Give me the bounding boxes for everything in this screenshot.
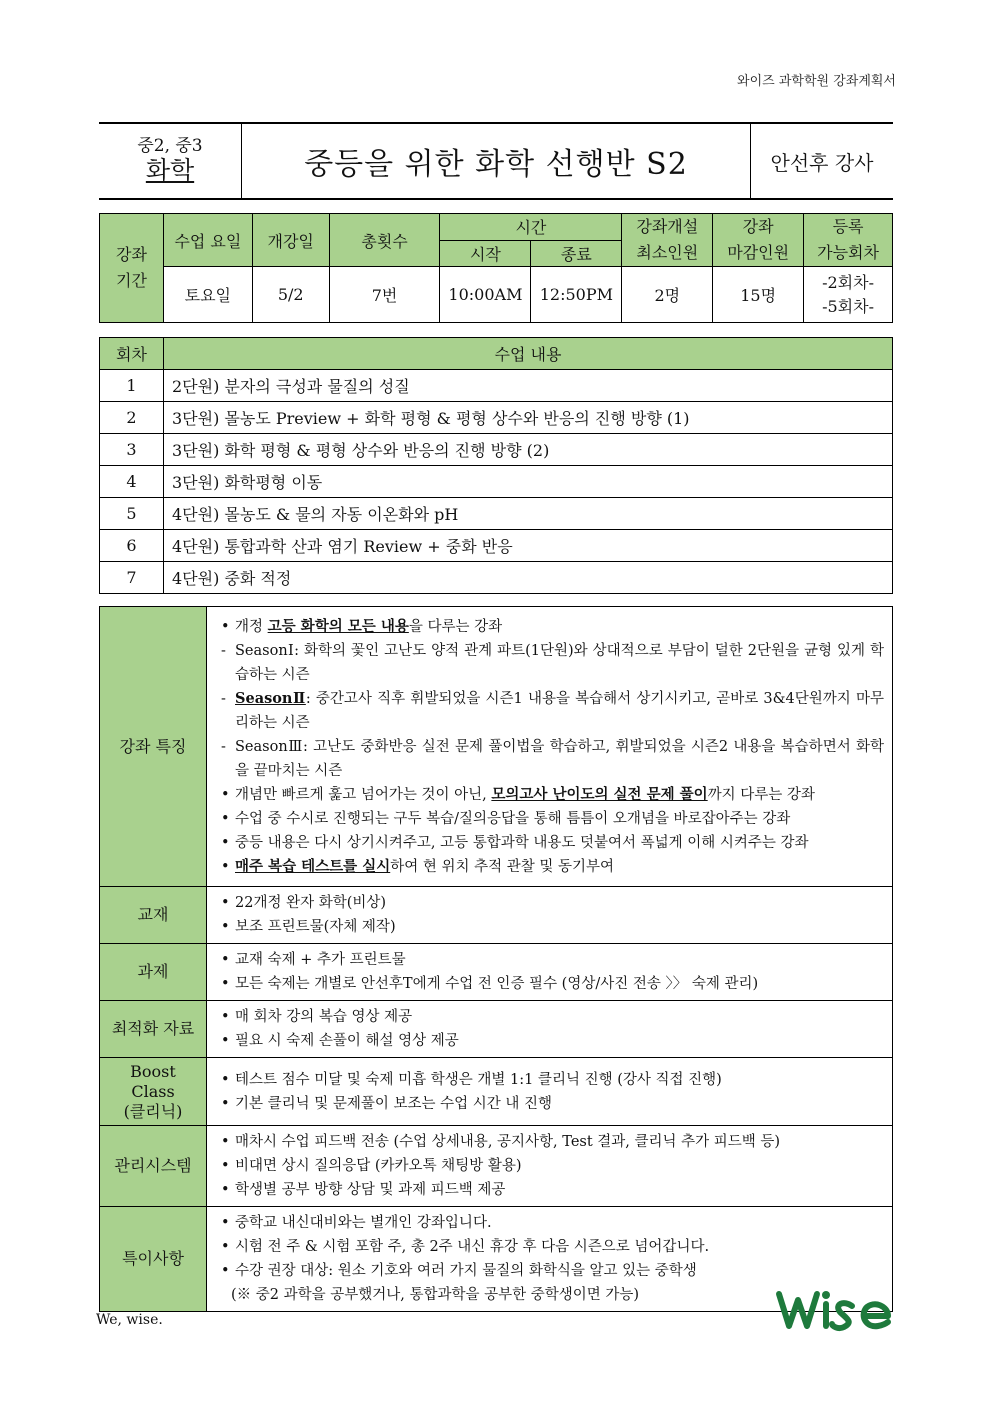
sessions-table <box>99 337 893 594</box>
val-time-start: 10:00AM <box>440 267 531 323</box>
sessions-header-no: 회차 <box>100 338 164 370</box>
teacher-name: 안선후 강사 <box>751 123 894 199</box>
col-time-end: 종료 <box>531 240 622 267</box>
title-block <box>99 122 893 200</box>
material-label: 최적화 자료 <box>100 1001 207 1058</box>
textbook-body: • 22개정 완자 화학(비상) • 보조 프린트물(자체 제작) <box>207 887 893 944</box>
features-label: 강좌 특징 <box>100 607 207 887</box>
table-row: 6 4단원) 통합과학 산과 염기 Review + 중화 반응 <box>100 530 893 562</box>
grade-subject-cell <box>99 123 242 199</box>
wise-logo-icon <box>774 1288 894 1332</box>
sessions-header-content: 수업 내용 <box>164 338 893 370</box>
subject-label: 화학 <box>145 156 195 185</box>
homework-body: • 교재 숙제 + 추가 프린트물 • 모든 숙제는 개별로 안선후T에게 수업 전 인증 필수 (영상/사진 전송 〉〉 숙제 관리) <box>207 944 893 1001</box>
val-max: 15명 <box>713 267 804 323</box>
table-row: 2 3단원) 몰농도 Preview + 화학 평형 & 평형 상수와 반응의 진행 방향 (1) <box>100 402 893 434</box>
table-row: 7 4단원) 중화 적정 <box>100 562 893 594</box>
homework-label: 과제 <box>100 944 207 1001</box>
col-reg: 등록 가능회차 <box>804 214 893 267</box>
info-table <box>99 606 893 1312</box>
schedule-table <box>99 213 893 323</box>
col-start-date: 개강일 <box>252 214 329 267</box>
management-body: • 매차시 수업 피드백 전송 (수업 상세내용, 공지사항, Test 결과, 클리닉 추가 피드백 등) • 비대면 상시 질의응답 (카카오톡 채팅방 활용) • 학생별 공부 방향 상담 및 과제 피드백 제공 <box>207 1126 893 1207</box>
col-total: 총횟수 <box>329 214 440 267</box>
val-reg: -2회차- -5회차- <box>804 267 893 323</box>
val-day: 토요일 <box>163 267 252 323</box>
table-row: 4 3단원) 화학평형 이동 <box>100 466 893 498</box>
val-min: 2명 <box>622 267 713 323</box>
table-row: 5 4단원) 몰농도 & 물의 자동 이온화와 pH <box>100 498 893 530</box>
period-label: 강좌 기간 <box>100 214 164 323</box>
val-time-end: 12:50PM <box>531 267 622 323</box>
table-row: 1 2단원) 분자의 극성과 물질의 성질 <box>100 370 893 402</box>
col-time-start: 시작 <box>440 240 531 267</box>
val-start-date: 5/2 <box>252 267 329 323</box>
wise-logo <box>774 1288 894 1336</box>
col-max: 강좌 마감인원 <box>713 214 804 267</box>
boost-label: Boost Class (클리닉) <box>100 1058 207 1126</box>
features-body: • 개정 고등 화학의 모든 내용을 다루는 강좌 - SeasonⅠ: 화학의 꽃인 고난도 양적 관계 파트(1단원)와 상대적으로 부담이 덜한 2단원을 균형 있게 학습하는 시즌 - SeasonⅡ: 중간고사 직후 휘발되었을 시즌1 내용을 복습해서 상기시키고, 곧바로 3&4단원까지 마무리하는 시즌 - SeasonⅢ: 고난도 중화반응 실전 문제 풀이법을 학습하고, 휘발되었을 시즌2 내용을 복습하면서 화학을 끝마치는 시즌 • 개념만 빠르게 훑고 넘어가는 것이 아닌, 모의고사 난이도의 실전 문제 풀이까지 다루는 강좌 • 수업 중 수시로 진행되는 구두 복습/질의응답을 통해 틈틈이 오개념을 바로잡아주는 강좌 • 중등 내용은 다시 상기시켜주고, 고등 통합과학 내용도 덧붙여서 폭넓게 이해 시켜주는 강좌 • 매주 복습 테스트를 실시하여 현 위치 추적 관찰 및 동기부여 <box>207 607 893 887</box>
table-row: 3 3단원) 화학 평형 & 평형 상수와 반응의 진행 방향 (2) <box>100 434 893 466</box>
notes-body: • 중학교 내신대비와는 별개인 강좌입니다. • 시험 전 주 & 시험 포함 주, 총 2주 내신 휴강 후 다음 시즌으로 넘어갑니다. • 수강 권장 대상: 원소 기호와 여러 가지 물질의 화학식을 알고 있는 중학생 (※ 중2 과학을 공부했거나, 통합과학을 공부한 중학생이면 가능) <box>207 1207 893 1312</box>
boost-body: • 테스트 점수 미달 및 숙제 미흡 학생은 개별 1:1 클리닉 진행 (강사 직접 진행) • 기본 클리닉 및 문제풀이 보조는 수업 시간 내 진행 <box>207 1058 893 1126</box>
col-time: 시간 <box>440 214 622 241</box>
notes-label: 특이사항 <box>100 1207 207 1312</box>
document-header: 와이즈 과학학원 강좌계획서 <box>737 74 896 89</box>
course-title: 중등을 위한 화학 선행반 S2 <box>242 123 751 199</box>
col-min: 강좌개설 최소인원 <box>622 214 713 267</box>
footer-slogan: We, wise. <box>96 1312 163 1328</box>
val-total: 7번 <box>329 267 440 323</box>
management-label: 관리시스템 <box>100 1126 207 1207</box>
material-body: • 매 회차 강의 복습 영상 제공 • 필요 시 숙제 손풀이 해설 영상 제공 <box>207 1001 893 1058</box>
col-day: 수업 요일 <box>163 214 252 267</box>
textbook-label: 교재 <box>100 887 207 944</box>
grade-label: 중2, 중3 <box>137 136 203 156</box>
